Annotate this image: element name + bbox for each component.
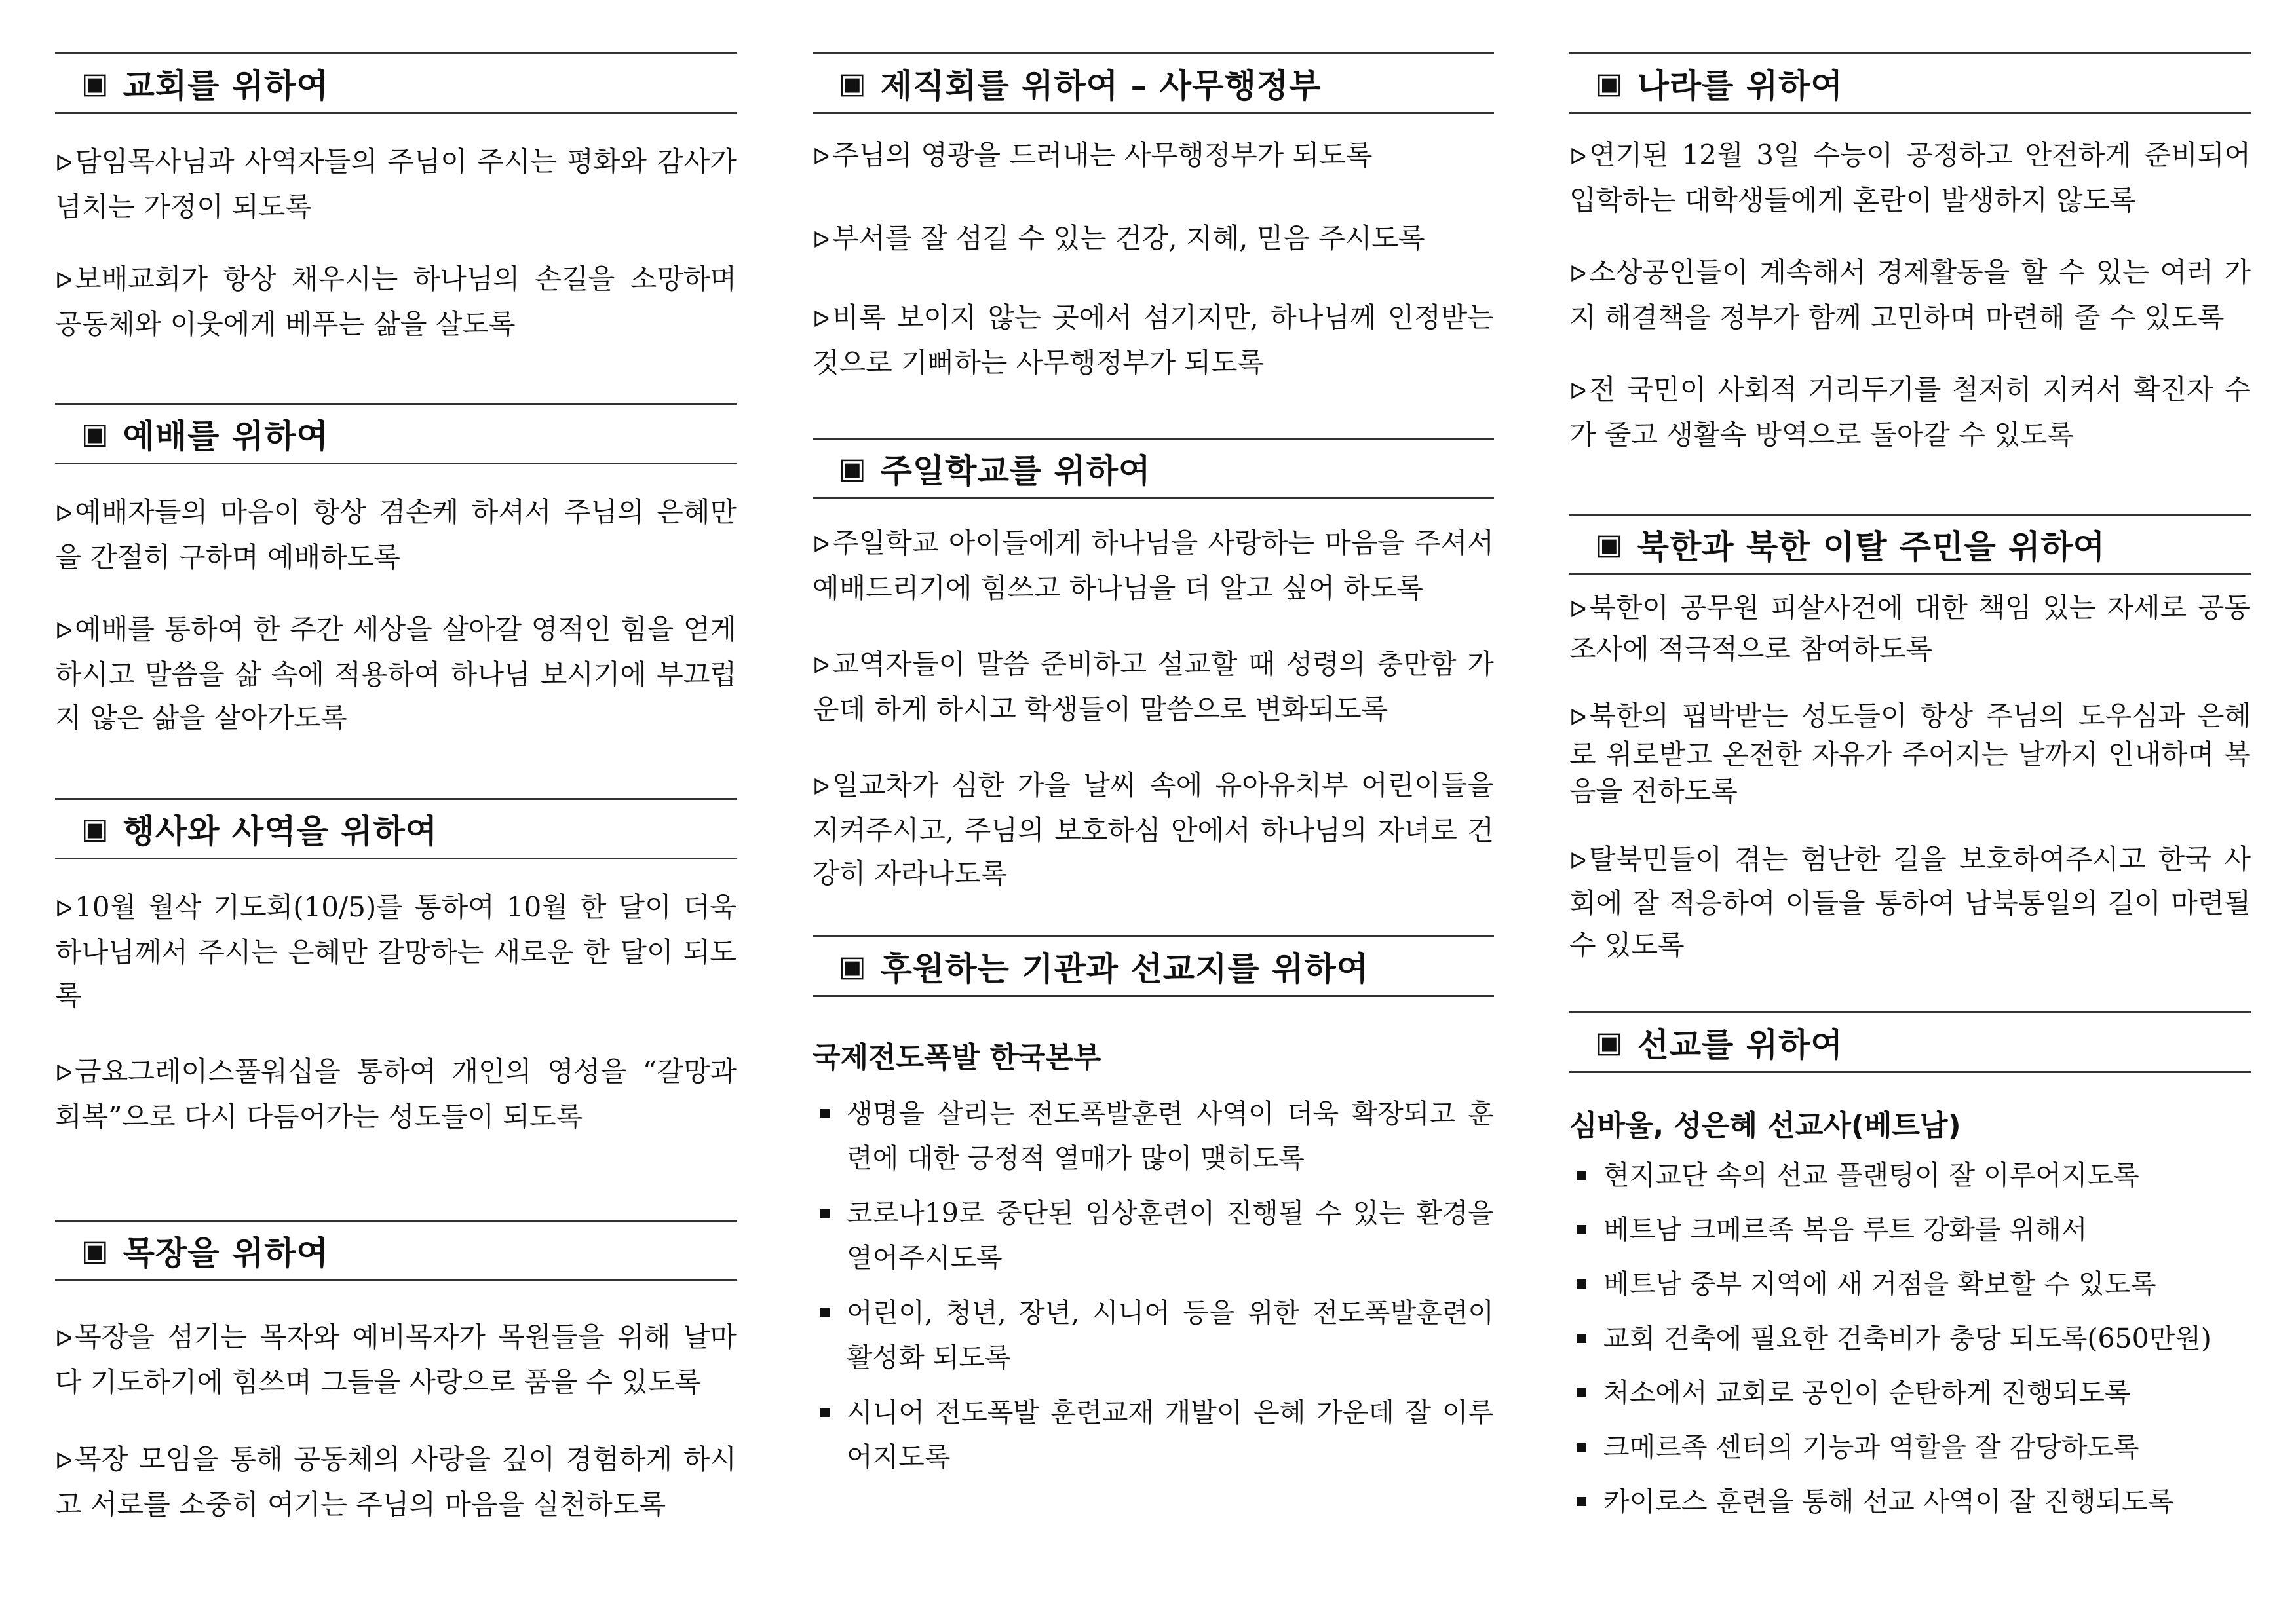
section-deacons: [813, 52, 1494, 385]
square-bullet-icon: [1577, 1443, 1586, 1452]
section-church: [55, 52, 737, 346]
section-header: [55, 52, 737, 114]
square-bullet-icon: ▣: [81, 66, 109, 100]
section-header: [1569, 1011, 2251, 1073]
section-supported-missions: [813, 935, 1494, 1490]
section-title: 후원하는 기관과 선교지를 위하여: [880, 950, 1369, 988]
square-bullet-icon: ▣: [81, 1234, 109, 1268]
bullet-list: [813, 1091, 1494, 1479]
triangle-marker-icon: ᐅ: [55, 1448, 73, 1475]
section-header: [55, 403, 737, 464]
prayer-item: ᐅ비록 보이지 않는 곳에서 섬기지만, 하나님께 인정받는 것으로 기뻐하는 사무행정부가 되도록: [813, 301, 1494, 379]
prayer-item: ᐅ예배자들의 마음이 항상 겸손케 하셔서 주님의 은혜만을 간절히 구하며 예배하도록: [55, 496, 737, 573]
section-title: 예배를 위하여: [123, 417, 329, 455]
section-title: 북한과 북한 이탈 주민을 위하여: [1637, 528, 2106, 566]
section-missions: [1569, 1011, 2251, 1534]
triangle-marker-icon: ᐅ: [1569, 379, 1587, 405]
prayer-item: ᐅ연기된 12월 3일 수능이 공정하고 안전하게 준비되어 입학하는 대학생들에게 혼란이 발생하지 않도록: [1569, 139, 2251, 216]
square-bullet-icon: [820, 1109, 830, 1118]
prayer-item: ᐅ예배를 통하여 한 주간 세상을 살아갈 영적인 힘을 얻게 하시고 말씀을 삶 속에 적용하여 하나님 보시기에 부끄럽지 않은 삶을 살아가도록: [55, 613, 737, 734]
section-sunday-school: [813, 438, 1494, 896]
list-item: 생명을 살리는 전도폭발훈련 사역이 더욱 확장되고 훈련에 대한 긍정적 열매가 많이 맺히도록: [813, 1091, 1494, 1180]
square-bullet-icon: [820, 1209, 830, 1218]
prayer-item: ᐅ부서를 잘 섬길 수 있는 건강, 지혜, 믿음 주시도록: [813, 222, 1425, 254]
section-events: [55, 798, 737, 1139]
section-header: [55, 798, 737, 859]
square-bullet-icon: [1577, 1279, 1586, 1289]
prayer-item: ᐅ금요그레이스풀워십을 통하여 개인의 영성을 “갈망과 회복”으로 다시 다듬어가는 성도들이 되도록: [55, 1055, 737, 1133]
section-title: 목장을 위하여: [123, 1234, 329, 1272]
section-nation: [1569, 52, 2251, 457]
section-title: 주일학교를 위하여: [880, 452, 1151, 490]
section-worship: [55, 403, 737, 740]
list-item: 베트남 크메르족 복음 루트 강화를 위해서: [1569, 1207, 2251, 1252]
list-item: 교회 건축에 필요한 건축비가 충당 되도록(650만원): [1569, 1316, 2251, 1361]
square-bullet-icon: [1577, 1334, 1586, 1343]
list-item: 베트남 중부 지역에 새 거점을 확보할 수 있도록: [1569, 1262, 2251, 1306]
missionary-name: 심바울, 성은혜 선교사(베트남): [1569, 1109, 1961, 1142]
section-north-korea: [1569, 514, 2251, 966]
triangle-marker-icon: ᐅ: [813, 227, 830, 254]
section-title: 행사와 사역을 위하여: [123, 812, 438, 850]
list-item: 어린이, 청년, 장년, 시니어 등을 위한 전도폭발훈련이 활성화 되도록: [813, 1291, 1494, 1380]
triangle-marker-icon: ᐅ: [813, 307, 830, 333]
square-bullet-icon: [1577, 1225, 1586, 1234]
prayer-item: ᐅ소상공인들이 계속해서 경제활동을 할 수 있는 여러 가지 해결책을 정부가 함께 고민하며 마련해 줄 수 있도록: [1569, 256, 2251, 333]
prayer-item: ᐅ북한의 핍박받는 성도들이 항상 주님의 도우심과 은혜로 위로받고 온전한 자유가 주어지는 날까지 인내하며 복음을 전하도록: [1569, 700, 2251, 807]
triangle-marker-icon: ᐅ: [55, 1061, 73, 1087]
square-bullet-icon: ▣: [839, 66, 866, 100]
list-item: 카이로스 훈련을 통해 선교 사역이 잘 진행되도록: [1569, 1479, 2251, 1524]
prayer-item: ᐅ교역자들이 말씀 준비하고 설교할 때 성령의 충만함 가운데 하게 하시고 학생들이 말씀으로 변화되도록: [813, 648, 1494, 725]
square-bullet-icon: ▣: [1596, 66, 1623, 100]
triangle-marker-icon: ᐅ: [813, 774, 830, 801]
section-header: [813, 52, 1494, 114]
prayer-item: ᐅ일교차가 심한 가을 날씨 속에 유아유치부 어린이들을 지켜주시고, 주님의 보호하심 안에서 하나님의 자녀로 건강히 자라나도록: [813, 769, 1494, 890]
prayer-item: ᐅ주일학교 아이들에게 하나님을 사랑하는 마음을 주셔서 예배드리기에 힘쓰고 하나님을 더 알고 싶어 하도록: [813, 527, 1494, 604]
square-bullet-icon: ▣: [839, 451, 866, 485]
square-bullet-icon: [1577, 1171, 1586, 1180]
section-header: [1569, 514, 2251, 575]
prayer-item: ᐅ전 국민이 사회적 거리두기를 철저히 지켜서 확진자 수가 줄고 생활속 방역으로 돌아갈 수 있도록: [1569, 373, 2251, 451]
square-bullet-icon: [820, 1308, 830, 1317]
square-bullet-icon: ▣: [1596, 527, 1623, 561]
section-title: 교회를 위하여: [123, 67, 329, 105]
triangle-marker-icon: ᐅ: [55, 151, 73, 177]
section-title: 제직회를 위하여 – 사무행정부: [880, 67, 1322, 105]
triangle-marker-icon: ᐅ: [55, 896, 73, 922]
list-item: 시니어 전도폭발 훈련교재 개발이 은혜 가운데 잘 이루어지도록: [813, 1390, 1494, 1479]
square-bullet-icon: [1577, 1388, 1586, 1397]
prayer-item: ᐅ주님의 영광을 드러내는 사무행정부가 되도록: [813, 139, 1373, 171]
section-title: 선교를 위하여: [1637, 1026, 1843, 1064]
triangle-marker-icon: ᐅ: [813, 144, 830, 170]
prayer-item: ᐅ목장 모임을 통해 공동체의 사랑을 깊이 경험하게 하시고 서로를 소중히 여기는 주님의 마음을 실천하도록: [55, 1443, 737, 1520]
triangle-marker-icon: ᐅ: [813, 653, 830, 679]
triangle-marker-icon: ᐅ: [55, 618, 73, 645]
triangle-marker-icon: ᐅ: [1569, 597, 1587, 623]
prayer-item: ᐅ목장을 섬기는 목자와 예비목자가 목원들을 위해 날마다 기도하기에 힘쓰며 그들을 사랑으로 품을 수 있도록: [55, 1321, 737, 1398]
list-item: 크메르족 센터의 기능과 역할을 잘 감당하도록: [1569, 1425, 2251, 1469]
triangle-marker-icon: ᐅ: [1569, 261, 1587, 288]
prayer-item: ᐅ보배교회가 항상 채우시는 하나님의 손길을 소망하며 공동체와 이웃에게 베푸는 삶을 살도록: [55, 263, 737, 340]
section-title: 나라를 위하여: [1637, 67, 1843, 105]
list-item: 현지교단 속의 선교 플랜팅이 잘 이루어지도록: [1569, 1153, 2251, 1198]
section-header: [1569, 52, 2251, 114]
bullet-list: [1569, 1153, 2251, 1524]
square-bullet-icon: ▣: [81, 812, 109, 846]
triangle-marker-icon: ᐅ: [55, 1326, 73, 1352]
triangle-marker-icon: ᐅ: [813, 532, 830, 558]
square-bullet-icon: ▣: [1596, 1025, 1623, 1059]
prayer-item: ᐅ북한이 공무원 피살사건에 대한 책임 있는 자세로 공동조사에 적극적으로 참여하도록: [1569, 592, 2251, 665]
section-header: [813, 438, 1494, 499]
triangle-marker-icon: ᐅ: [55, 501, 73, 527]
list-item: 코로나19로 중단된 임상훈련이 진행될 수 있는 환경을 열어주시도록: [813, 1191, 1494, 1280]
square-bullet-icon: ▣: [839, 949, 866, 983]
triangle-marker-icon: ᐅ: [1569, 144, 1587, 170]
prayer-item: ᐅ10월 월삭 기도회(10/5)를 통하여 10월 한 달이 더욱 하나님께서 주시는 은혜만 갈망하는 새로운 한 달이 되도록: [55, 891, 737, 1011]
triangle-marker-icon: ᐅ: [55, 268, 73, 294]
prayer-item: ᐅ담임목사님과 사역자들의 주님이 주시는 평화와 감사가 넘치는 가정이 되도록: [55, 145, 737, 223]
organization-name: 국제전도폭발 한국본부: [813, 1041, 1101, 1074]
square-bullet-icon: ▣: [81, 417, 109, 451]
section-cell-group: [55, 1220, 737, 1526]
square-bullet-icon: [820, 1408, 830, 1417]
prayer-item: ᐅ탈북민들이 겪는 험난한 길을 보호하여주시고 한국 사회에 잘 적응하여 이들을 통하여 남북통일의 길이 마련될 수 있도록: [1569, 843, 2251, 961]
triangle-marker-icon: ᐅ: [1569, 705, 1587, 731]
section-header: [55, 1220, 737, 1281]
list-item: 처소에서 교회로 공인이 순탄하게 진행되도록: [1569, 1370, 2251, 1415]
triangle-marker-icon: ᐅ: [1569, 848, 1587, 875]
square-bullet-icon: [1577, 1497, 1586, 1506]
section-header: [813, 935, 1494, 997]
